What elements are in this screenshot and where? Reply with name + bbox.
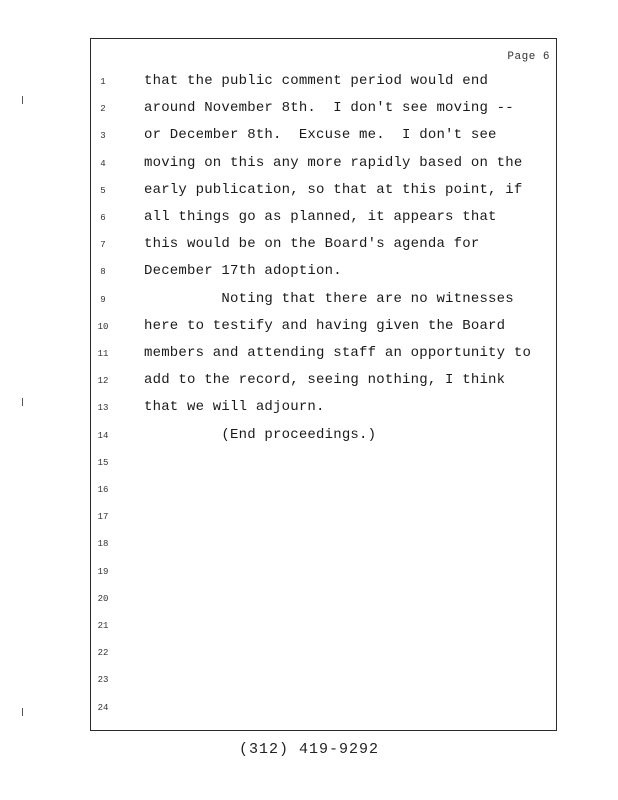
line-number: 22 <box>97 648 109 659</box>
transcript-line: that the public comment period would end <box>144 73 489 89</box>
footer-phone-number: (312) 419-9292 <box>238 741 380 758</box>
transcript-line: around November 8th. I don't see moving -- <box>144 100 514 117</box>
line-number: 9 <box>100 294 106 305</box>
transcript-page <box>90 38 557 731</box>
line-number: 7 <box>100 240 106 251</box>
transcript-line: December 17th adoption. <box>144 263 342 280</box>
line-number: 15 <box>97 457 109 468</box>
transcript-line: moving on this any more rapidly based on the <box>144 154 523 171</box>
line-number: 6 <box>100 213 106 223</box>
line-number: 16 <box>97 485 109 495</box>
page-number: Page 6 <box>507 51 550 63</box>
line-number: 24 <box>97 702 109 713</box>
transcript-line: all things go as planned, it appears that <box>144 209 497 225</box>
line-number: 4 <box>100 158 106 169</box>
transcript-line: early publication, so that at this point, if <box>144 181 523 198</box>
line-number: 2 <box>100 104 106 115</box>
transcript-line: that we will adjourn. <box>144 399 325 416</box>
line-number: 5 <box>100 185 106 196</box>
transcript-line: here to testify and having given the Board <box>144 317 506 334</box>
line-number: 14 <box>97 430 109 441</box>
line-number: 8 <box>100 267 106 278</box>
line-number: 21 <box>97 621 109 631</box>
margin-mark <box>22 398 26 406</box>
line-number: 1 <box>100 77 106 87</box>
line-number: 10 <box>97 321 109 332</box>
line-number: 13 <box>97 403 109 414</box>
line-number: 12 <box>97 376 109 387</box>
margin-mark <box>22 708 26 716</box>
line-number: 3 <box>100 131 106 142</box>
margin-mark <box>22 96 26 104</box>
line-number: 23 <box>97 675 109 686</box>
transcript-line: or December 8th. Excuse me. I don't see <box>144 127 497 144</box>
line-number: 19 <box>97 566 109 577</box>
transcript-line: (End proceedings.) <box>144 426 377 443</box>
transcript-line: members and attending staff an opportunity to <box>144 345 532 361</box>
line-number: 18 <box>97 539 109 550</box>
line-number: 11 <box>97 349 109 359</box>
line-number: 20 <box>97 593 109 604</box>
transcript-line: this would be on the Board's agenda for <box>144 236 480 253</box>
line-number: 17 <box>97 512 109 523</box>
transcript-line: Noting that there are no witnesses <box>144 290 514 307</box>
transcript-line: add to the record, seeing nothing, I think <box>144 372 506 389</box>
